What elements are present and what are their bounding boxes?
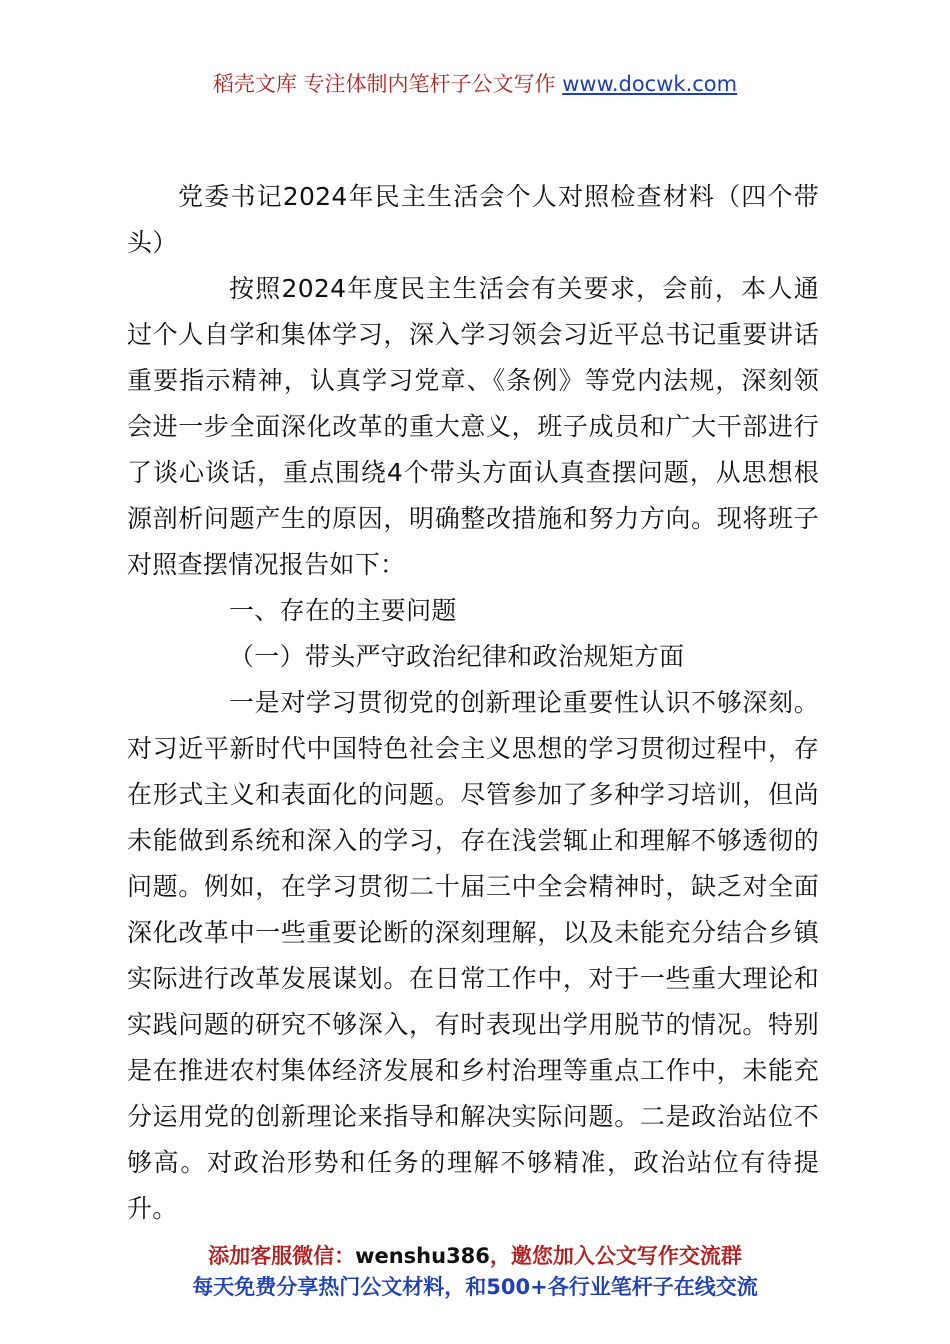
header-url-link[interactable]: www.docwk.com xyxy=(562,72,738,96)
footer-wechat-line xyxy=(0,1240,950,1270)
footer-wechat-suffix: ，邀您加入公文写作交流群 xyxy=(489,1244,742,1268)
footer-wechat-prefix: 添加客服微信： xyxy=(208,1244,356,1268)
footer-share-line: 每天免费分享热门公文材料，和500+各行业笔杆子在线交流 xyxy=(192,1275,758,1299)
section-heading: 一、存在的主要问题 xyxy=(229,596,457,625)
subsection-heading: （一）带头严守政治纪律和政治规矩方面 xyxy=(229,642,685,671)
body-paragraph: 一是对学习贯彻党的创新理论重要性认识不够深刻。对习近平新时代中国特色社会主义思想的学习贯彻过程中，存在形式主义和表面化的问题。尽管参加了多种学习培训，但尚未能做到系统和深入的学习，存在浅尝辄止和理解不够透彻的问题。例如，在学习贯彻二十届三中全会精神时，缺乏对全面深化改革中一些重要论断的深刻理解，以及未能充分结合乡镇实际进行改革发展谋划。在日常工作中，对于一些重大理论和实践问题的研究不够深入，有时表现出学用脱节的情况。特别是在推进农村集体经济发展和乡村治理等重点工作中，未能充分运用党的创新理论来指导和解决实际问题。二是政治站位不够高。对政治形势和任务的理解不够精准，政治站位有待提升。 xyxy=(127,688,819,1223)
header-banner xyxy=(0,68,950,100)
header-brand-text: 稻壳文库 专注体制内笔杆子公文写作 xyxy=(212,72,563,96)
intro-paragraph: 按照2024年度民主生活会有关要求，会前，本人通过个人自学和集体学习，深入学习领会习近平总书记重要讲话重要指示精神，认真学习党章、《条例》等党内法规，深刻领会进一步全面深化改革的重大意义，班子成员和广大干部进行了谈心谈话，重点围绕4个带头方面认真查摆问题，从思想根源剖析问题产生的原因，明确整改措施和努力方向。现将班子对照查摆情况报告如下： xyxy=(127,274,819,579)
footer-wechat-id: wenshu386 xyxy=(355,1244,490,1268)
document-body xyxy=(127,174,819,1232)
document-title: 党委书记2024年民主生活会个人对照检查材料（四个带头） xyxy=(127,182,819,257)
